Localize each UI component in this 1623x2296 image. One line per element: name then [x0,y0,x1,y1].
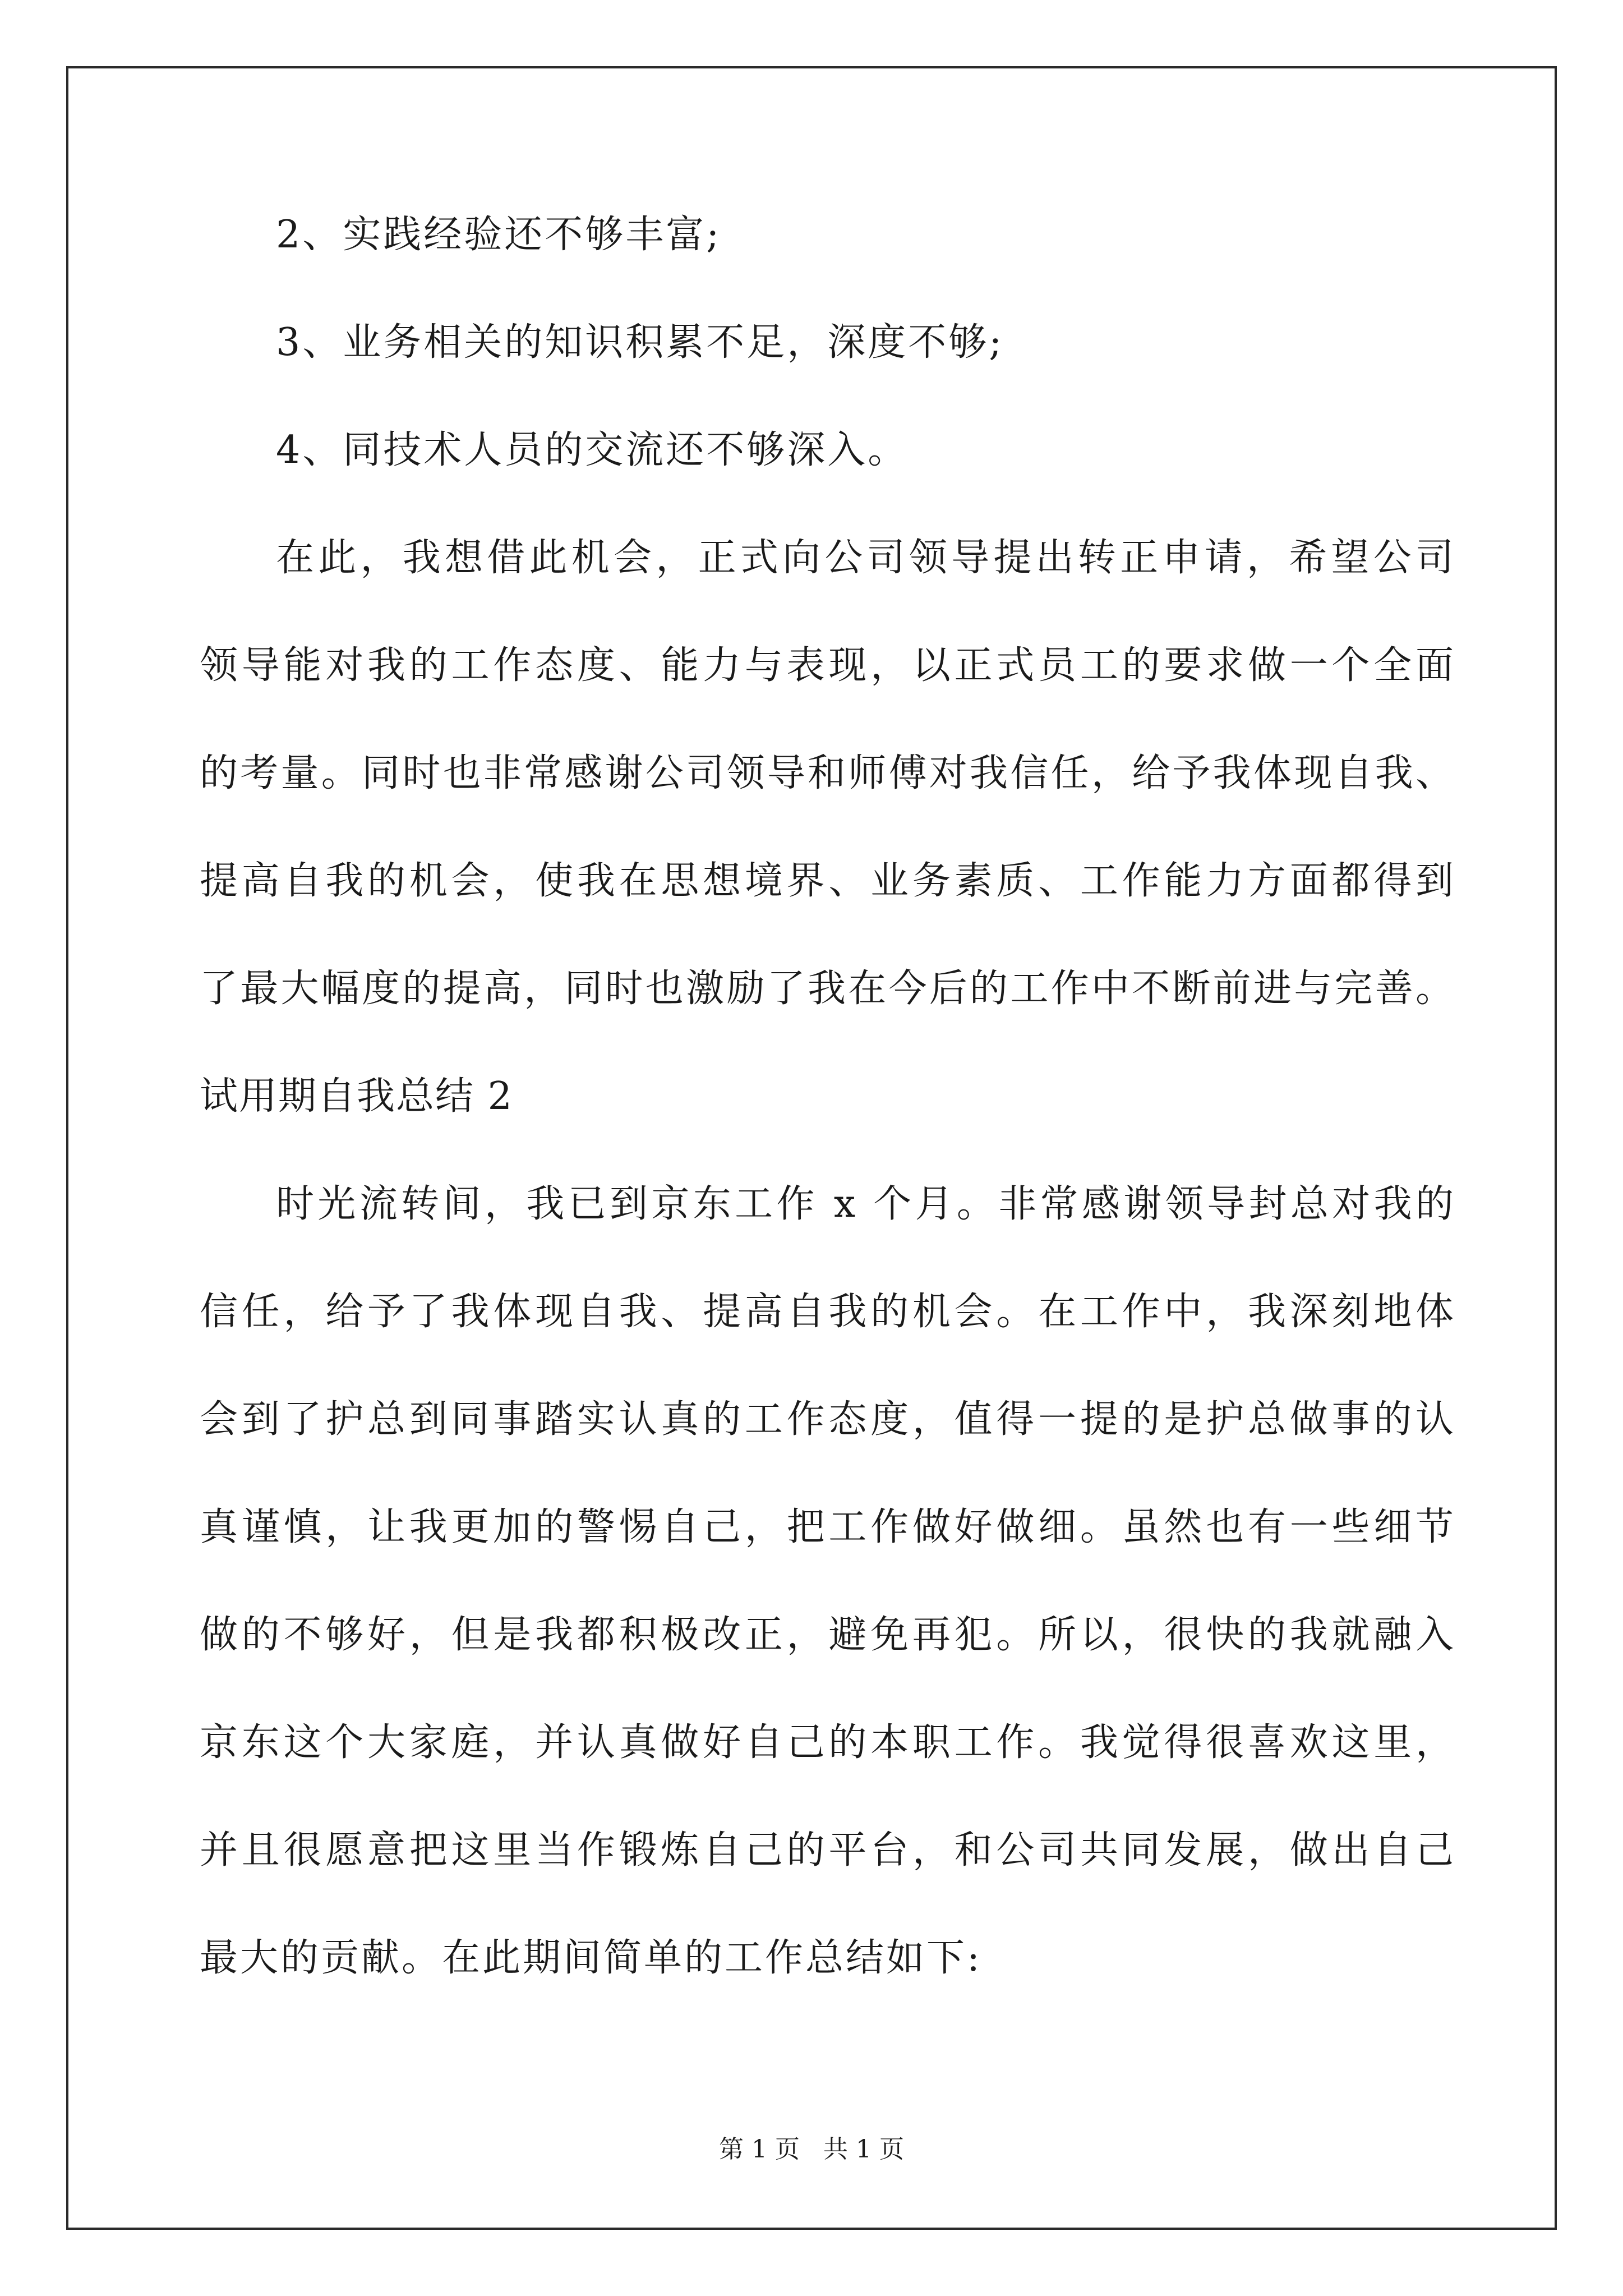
list-item: 2、实践经验还不够丰富; [276,213,722,257]
list-item: 3、业务相关的知识积累不足，深度不够; [276,320,1004,365]
list-item: 4、同技术人员的交流还不够深入。 [276,428,909,472]
paragraph-line: 做的不够好，但是我都积极改正，避免再犯。所以，很快的我就融入 [200,1613,1456,1657]
paragraph-line: 的考量。同时也非常感谢公司领导和师傅对我信任，给予我体现自我、 [200,751,1456,795]
document-body [200,213,1456,2047]
paragraph-line: 时光流转间，我已到京东工作 x 个月。非常感谢领导封总对我的 [276,1182,1456,1226]
paragraph-line: 真谨慎，让我更加的警惕自己，把工作做好做细。虽然也有一些细节 [200,1505,1456,1549]
paragraph-line: 京东这个大家庭，并认真做好自己的本职工作。我觉得很喜欢这里， [200,1720,1456,1765]
section-heading: 试用期自我总结 2 [200,1074,513,1119]
paragraph-line: 信任，给予了我体现自我、提高自我的机会。在工作中，我深刻地体 [200,1290,1456,1334]
paragraph-line: 并且很愿意把这里当作锻炼自己的平台，和公司共同发展，做出自己 [200,1828,1456,1872]
paragraph-line: 会到了护总到同事踏实认真的工作态度，值得一提的是护总做事的认 [200,1397,1456,1442]
paragraph-line: 领导能对我的工作态度、能力与表现，以正式员工的要求做一个全面 [200,643,1456,688]
paragraph-line: 最大的贡献。在此期间简单的工作总结如下: [200,1936,982,1980]
paragraph-line: 在此，我想借此机会，正式向公司领导提出转正申请，希望公司 [276,536,1456,580]
paragraph-line: 了最大幅度的提高，同时也激励了我在今后的工作中不断前进与完善。 [200,967,1456,1011]
paragraph-line: 提高自我的机会，使我在思想境界、业务素质、工作能力方面都得到 [200,859,1456,903]
page-number: 第 1 页 共 1 页 [719,2135,904,2164]
